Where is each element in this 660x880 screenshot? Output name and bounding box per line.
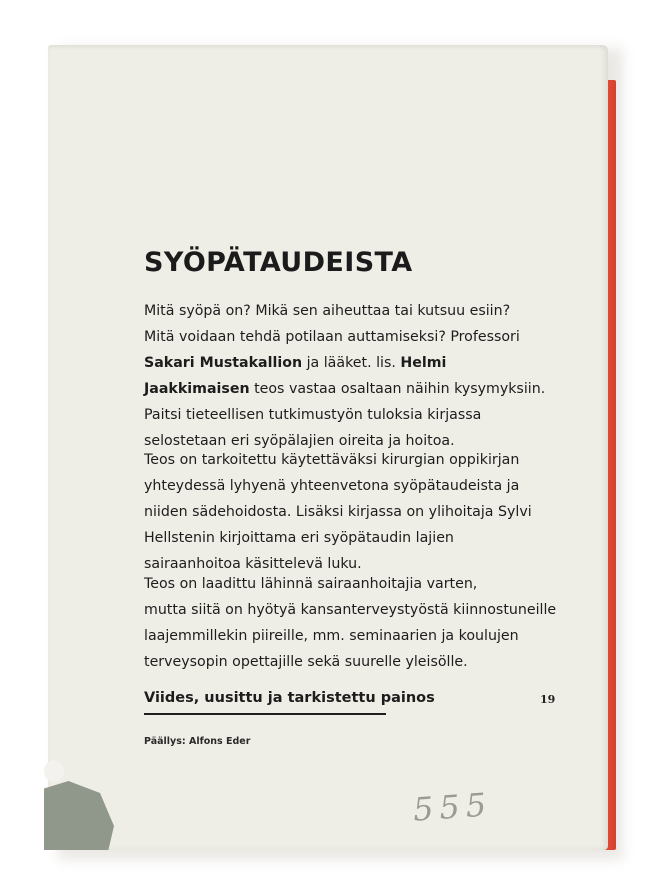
paragraph-1-line-3 [144,350,604,376]
torn-edge [44,760,64,782]
edition-note: Viides, uusittu ja tarkistettu painos [144,690,435,706]
paragraph-3-line-2: mutta siitä on hyötyä kansanterveystyöstä kiinnostuneille [144,602,557,618]
paragraph-2-line-2: yhteydessä lyhyenä yhteenvetona syöpätaudeista ja [144,478,520,494]
book-title: SYÖPÄTAUDEISTA [144,247,413,278]
handwritten-pencil-mark: 555 [411,785,494,829]
edition-underline [144,713,386,715]
author-name-2-first: Helmi [400,355,447,371]
paragraph-2-line-1: Teos on tarkoitettu käytettäväksi kirurgian oppikirjan [144,452,520,468]
description-paragraph-1 [144,298,604,454]
paragraph-1-line-4-text: teos vastaa osaltaan näihin kysymyksiin. [249,381,546,397]
paragraph-3-line-4: terveysopin opettajille sekä suurelle yleisölle. [144,654,468,670]
paragraph-1-line-1: Mitä syöpä on? Mikä sen aiheuttaa tai kutsuu esiin? [144,303,511,319]
description-paragraph-3 [144,571,604,675]
paragraph-1-line-3-text: ja lääket. lis. [302,355,401,371]
paragraph-1-line-6: selostetaan eri syöpälajien oireita ja hoitoa. [144,433,455,449]
paragraph-3-line-1: Teos on laadittu lähinnä sairaanhoitajia varten, [144,576,478,592]
paragraph-2-line-3: niiden sädehoidosta. Lisäksi kirjassa on ylihoitaja Sylvi [144,504,532,520]
author-name-2-last: Jaakkimaisen [144,381,250,397]
description-paragraph-2 [144,447,604,577]
series-number: 19 [540,693,556,706]
author-name-1: Sakari Mustakallion [144,355,303,371]
paragraph-1-line-4 [144,376,604,402]
paragraph-2-line-4: Hellstenin kirjoittama eri syöpätaudin lajien [144,530,454,546]
paragraph-2-line-5: sairaanhoitoa käsittelevä luku. [144,556,362,572]
paragraph-3-line-3: laajemmillekin piireille, mm. seminaarien ja koulujen [144,628,519,644]
paragraph-1-line-5: Paitsi tieteellisen tutkimustyön tuloksia kirjassa [144,407,482,423]
paragraph-1-line-2: Mitä voidaan tehdä potilaan auttamiseksi? Professori [144,329,520,345]
cover-designer-credit: Päällys: Alfons Eder [144,736,251,747]
